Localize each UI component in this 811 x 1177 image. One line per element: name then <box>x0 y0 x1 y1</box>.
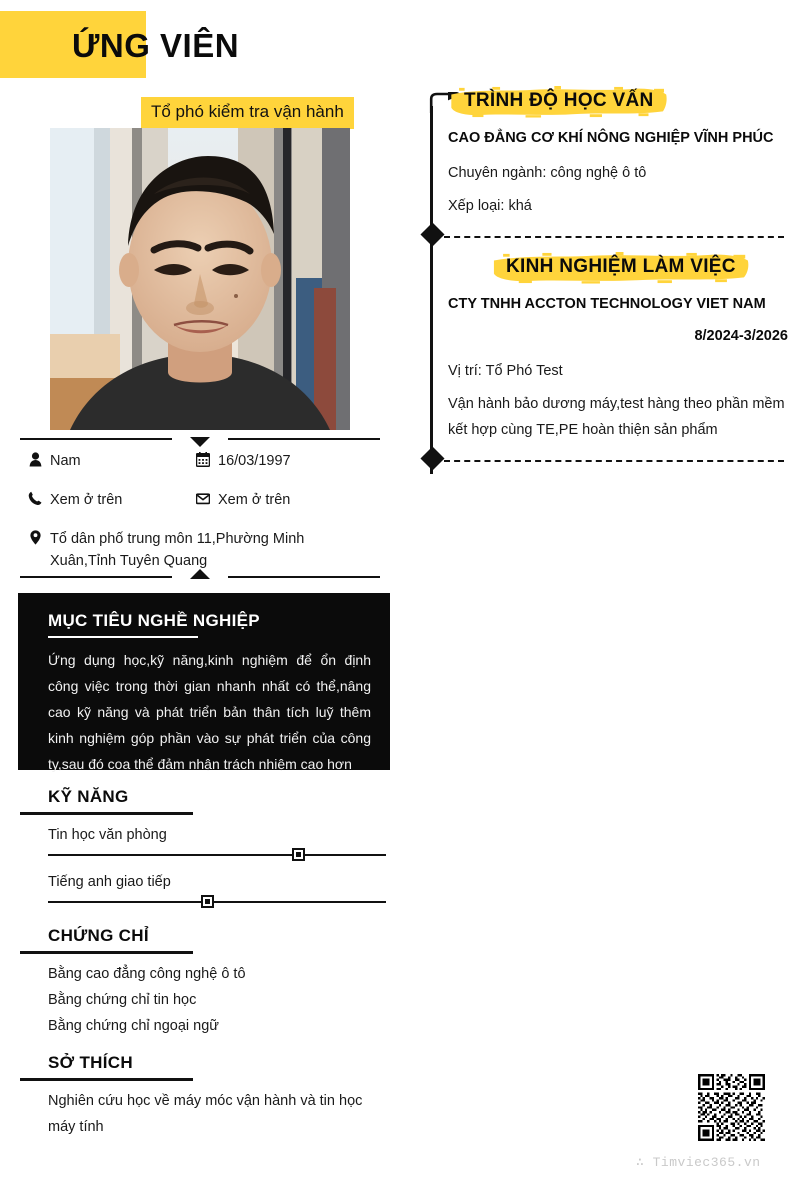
timeline-divider <box>444 236 784 238</box>
slider-track <box>48 901 386 903</box>
phone-value: Xem ở trên <box>50 492 123 508</box>
education-school: CAO ĐẲNG CƠ KHÍ NÔNG NGHIỆP VĨNH PHÚC <box>448 130 774 146</box>
heading-underline <box>20 951 193 954</box>
timeline-rail <box>424 92 440 474</box>
chevron-down-icon <box>190 437 210 447</box>
contact-divider-top <box>20 432 380 446</box>
education-section <box>448 86 788 219</box>
skill-level-slider[interactable] <box>48 848 386 862</box>
certificate-item: Bằng cao đẳng công nghệ ô tô <box>48 965 246 982</box>
contact-row <box>20 528 386 572</box>
experience-section <box>448 252 788 443</box>
contact-gender <box>20 450 188 472</box>
birthday-value: 16/03/1997 <box>218 453 291 469</box>
skill-level-slider[interactable] <box>48 895 386 909</box>
heading-underline <box>48 636 198 638</box>
hobbies-body: Nghiên cứu học về máy móc vận hành và tin học máy tính <box>48 1092 363 1135</box>
timeline-line <box>430 106 433 474</box>
skills-section <box>20 786 386 909</box>
contact-address <box>20 528 386 572</box>
slider-track <box>48 854 386 856</box>
watermark: ∴ Timviec365.vn <box>636 1155 761 1170</box>
skill-item <box>20 824 386 862</box>
phone-icon <box>20 489 50 506</box>
education-grade: Xếp loại: khá <box>448 198 532 214</box>
slider-knob[interactable] <box>201 895 214 908</box>
heading-underline <box>20 1078 193 1081</box>
experience-company: CTY TNHH ACCTON TECHNOLOGY VIET NAM <box>448 296 766 312</box>
skill-name: Tiếng anh giao tiếp <box>48 873 171 890</box>
map-pin-icon <box>20 528 50 545</box>
hobbies-heading: SỞ THÍCH <box>48 1053 133 1072</box>
page-title: ỨNG VIÊN <box>72 27 240 64</box>
user-icon <box>20 450 50 467</box>
candidate-photo <box>50 128 350 430</box>
address-value: Tổ dân phố trung môn 11,Phường Minh Xuân,Tỉnh Tuyên Quang <box>50 531 305 569</box>
contact-birthday <box>188 450 386 472</box>
certificate-item: Bằng chứng chỉ tin học <box>48 991 197 1008</box>
contact-phone <box>20 489 188 511</box>
job-title-badge: Tổ phó kiểm tra vận hành <box>141 97 354 129</box>
timeline-node <box>420 222 444 246</box>
experience-description: Vận hành bảo dương máy,test hàng theo phần mềm kết hợp cùng TE,PE hoàn thiện sản phẩm <box>448 396 785 438</box>
timeline-divider <box>444 460 784 462</box>
career-objective-card <box>18 593 390 770</box>
career-objective-body: Ứng dụng học,kỹ năng,kinh nghiệm để ổn định công việc trong thời gian nhanh nhất có thể,nâng cao kỹ năng và phát triển bản thân tích luỹ thêm kinh nghiệm góp phần vào sự phát triển của công ty,sau đó coa thể đảm nhận trách nhiệm cao hơn <box>48 652 371 772</box>
timeline-node <box>420 446 444 470</box>
education-heading-badge <box>448 86 670 118</box>
calendar-icon <box>188 450 218 467</box>
experience-heading-badge <box>490 252 752 284</box>
experience-heading: KINH NGHIỆM LÀM VIỆC <box>506 256 736 277</box>
contact-row <box>20 489 386 511</box>
gender-value: Nam <box>50 453 81 469</box>
education-major: Chuyên ngành: công nghệ ô tô <box>448 165 647 181</box>
contact-email <box>188 489 386 511</box>
skills-heading: KỸ NĂNG <box>48 787 129 806</box>
certificates-heading: CHỨNG CHỈ <box>48 926 149 945</box>
experience-position: Vị trí: Tổ Phó Test <box>448 363 563 379</box>
education-heading: TRÌNH ĐỘ HỌC VẤN <box>464 90 654 111</box>
email-value: Xem ở trên <box>218 492 291 508</box>
contact-row <box>20 450 386 472</box>
certificate-item: Bằng chứng chỉ ngoại ngữ <box>48 1017 219 1034</box>
skill-item <box>20 871 386 909</box>
hobbies-section <box>20 1052 386 1140</box>
experience-period: 8/2024-3/2026 <box>694 328 788 344</box>
skill-name: Tin học văn phòng <box>48 826 167 843</box>
qr-code[interactable] <box>698 1074 765 1141</box>
slider-knob[interactable] <box>292 848 305 861</box>
envelope-icon <box>188 489 218 506</box>
contact-divider-bottom <box>20 570 380 584</box>
chevron-up-icon <box>190 569 210 579</box>
certificates-section <box>20 925 386 1039</box>
heading-underline <box>20 812 193 815</box>
career-objective-heading: MỤC TIÊU NGHỀ NGHIỆP <box>48 611 260 630</box>
